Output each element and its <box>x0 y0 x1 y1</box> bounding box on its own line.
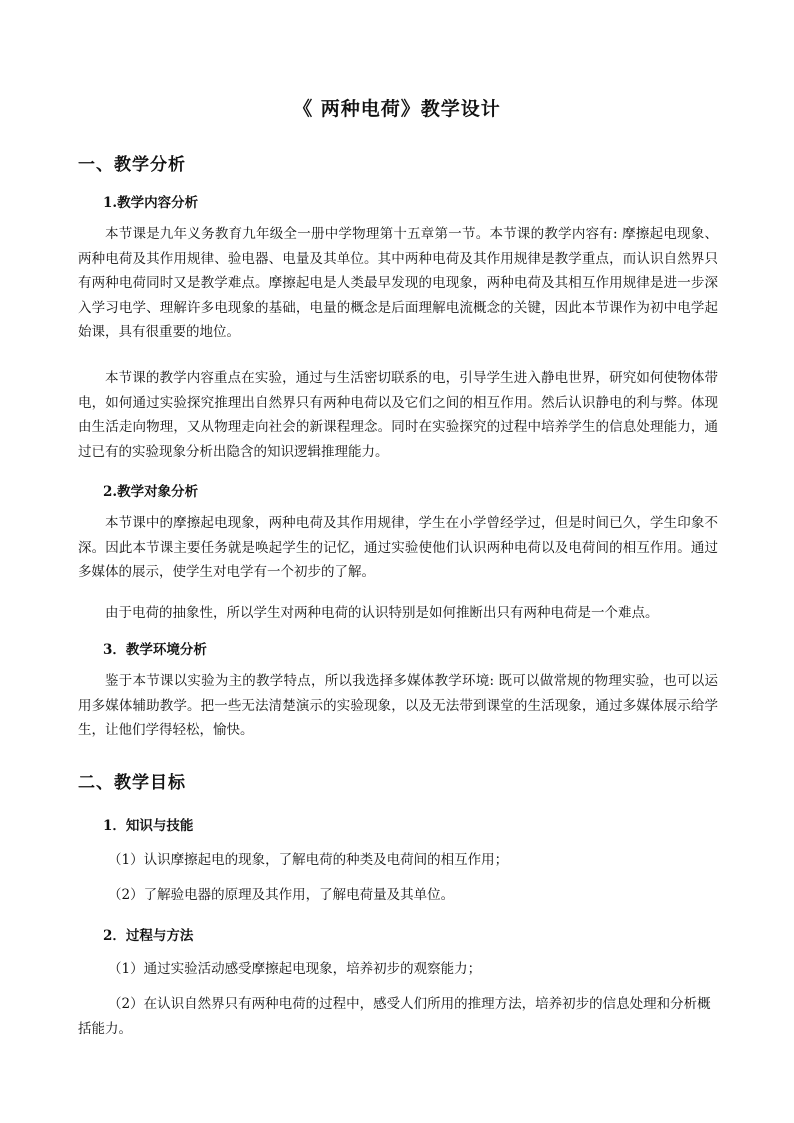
list-item: （2）在认识自然界只有两种电荷的过程中，感受人们所用的推理方法，培养初步的信息处理和分析概括能力。 <box>78 996 711 1037</box>
list-item: （2）了解验电器的原理及其作用，了解电荷量及其单位。 <box>108 887 455 903</box>
subheading-content-analysis: 1.教学内容分析 <box>103 195 199 211</box>
paragraph-audience-analysis-1: 本节课中的摩擦起电现象，两种电荷及其作用规律，学生在小学曾经学过，但是时间已久，学生印象不深。因此本节课主要任务就是唤起学生的记忆，通过实验使他们认识两种电荷以及电荷间的相互作用。通过多媒体的展示，使学生对电学有一个初步的了解。 <box>78 515 718 580</box>
paragraph-content-analysis-1: 本节课是九年义务教育九年级全一册中学物理第十五章第一节。本节课的教学内容有: 摩擦起电现象、两种电荷及其作用规律、验电器、电量及其单位。其中两种电荷及其作用规律是教学重点，而认识自然界只有两种电荷同时又是教学难点。摩擦起电是人类最早发现的电现象，两种电荷及其相互作用规律是进一步深入学习电学、理解许多电现象的基础，电量的概念是后面理解电流概念的关键，因此本节课作为初中电学起始课，具有很重要的地位。 <box>78 226 718 340</box>
list-item: （1）通过实验活动感受摩擦起电现象，培养初步的观察能力； <box>108 961 482 977</box>
list-item: （1）认识摩擦起电的现象，了解电荷的种类及电荷间的相互作用； <box>108 852 509 868</box>
subheading-environment-analysis: 3．教学环境分析 <box>103 642 207 658</box>
subheading-knowledge-skills: 1．知识与技能 <box>103 818 194 834</box>
paragraph-audience-analysis-2: 由于电荷的抽象性，所以学生对两种电荷的认识特别是如何推断出只有两种电荷是一个难点。 <box>105 605 659 621</box>
subheading-process-methods: 2．过程与方法 <box>103 928 194 944</box>
document-title: 《 两种电荷》教学设计 <box>293 98 501 120</box>
subheading-audience-analysis: 2.教学对象分析 <box>103 484 199 500</box>
section-heading-objectives: 二、教学目标 <box>78 773 186 793</box>
paragraph-content-analysis-2: 本节课的教学内容重点在实验，通过与生活密切联系的电，引导学生进入静电世界，研究如何使物体带电，如何通过实验探究推理出自然界只有两种电荷以及它们之间的相互作用。然后认识静电的利与弊。体现由生活走向物理，又从物理走向社会的新课程理念。同时在实验探究的过程中培养学生的信息处理能力，通过已有的实验现象分析出隐含的知识逻辑推理能力。 <box>78 370 718 460</box>
section-heading-analysis: 一、教学分析 <box>78 155 186 175</box>
paragraph-environment-analysis: 鉴于本节课以实验为主的教学特点，所以我选择多媒体教学环境: 既可以做常规的物理实验，也可以运用多媒体辅助教学。把一些无法清楚演示的实验现象，以及无法带到课堂的生活现象，通过多媒体展示给学生，让他们学得轻松，愉快。 <box>78 673 718 738</box>
